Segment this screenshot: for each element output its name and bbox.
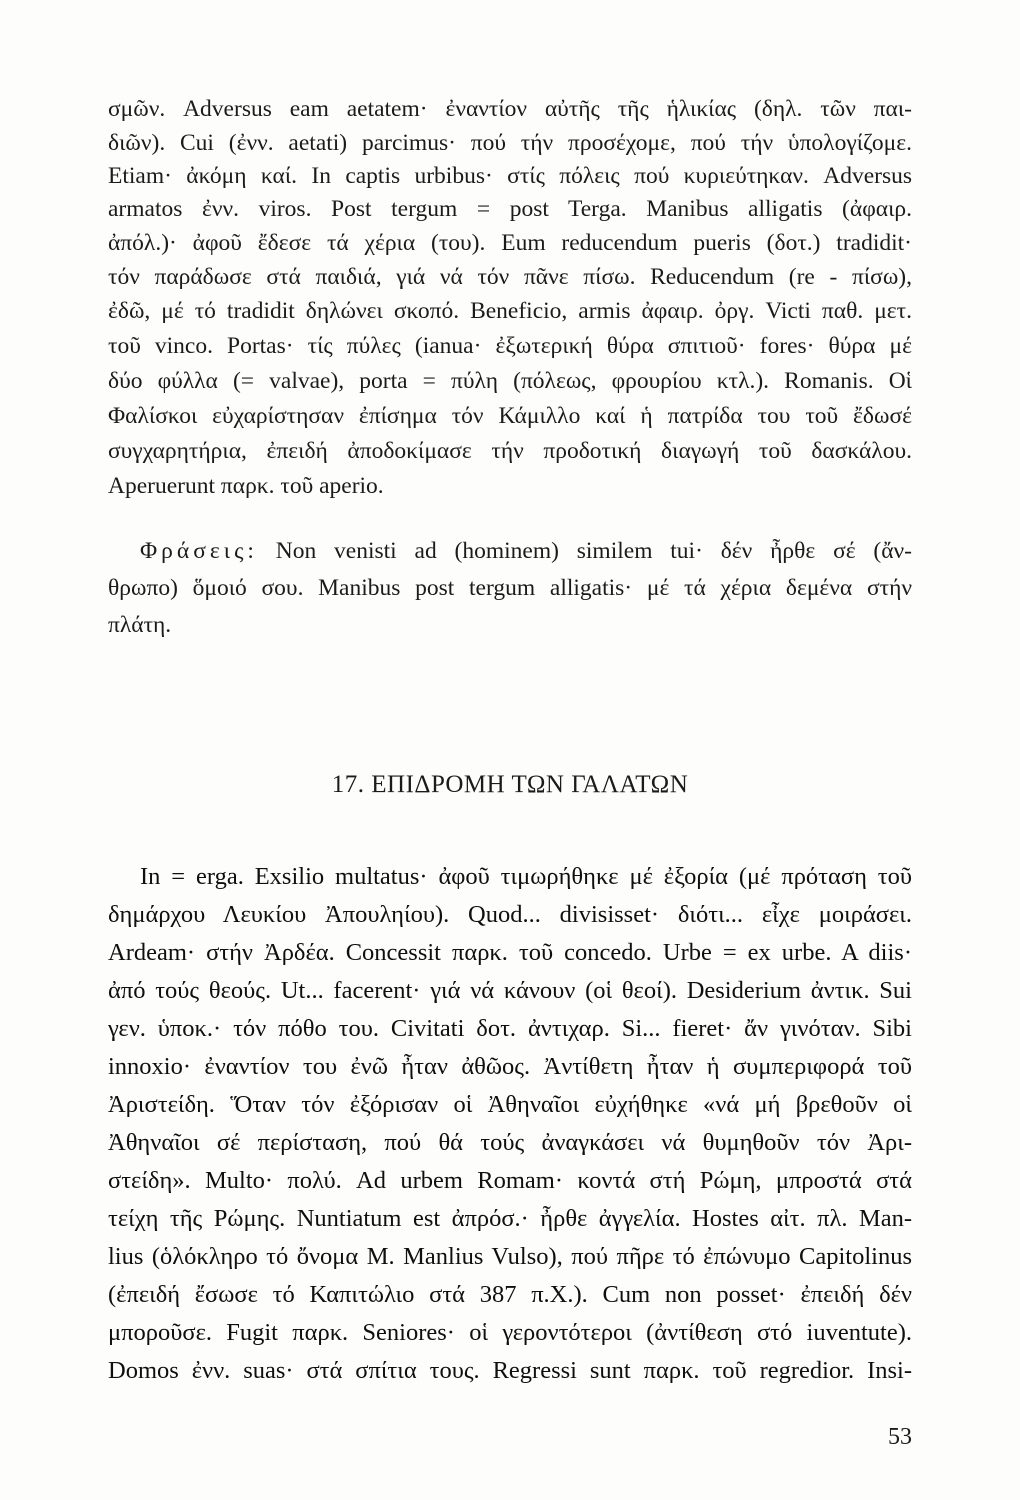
section-line: δημάρχου Λευκίου Ἀπουληίου). Quod... divisisset· διότι... εἶχε μοιράσει.	[108, 901, 912, 928]
phrases-line: θρωπο) ὅμοιό σου. Manibus post tergum alligatis· μέ τά χέρια δεμένα στήν	[108, 575, 912, 601]
section-line: Ἀθηναῖοι σέ περίσταση, πού θά τούς ἀναγκάσει νά θυμηθοῦν τόν Ἀρι-	[108, 1129, 912, 1156]
phrases-first-line	[140, 537, 912, 566]
phrases-line: πλάτη.	[108, 612, 172, 638]
section-line: (ἐπειδή ἔσωσε τό Καπιτώλιο στά 387 π.Χ.). Cum non posset· ἐπειδή δέν	[108, 1281, 912, 1308]
phrases-label: Φράσεις:	[140, 538, 258, 564]
paragraph-1-line: armatos ἐνν. viros. Post tergum = post Terga. Manibus alligatis (ἀφαιρ.	[108, 196, 912, 222]
paragraph-1-line: δύο φύλλα (= valvae), porta = πύλη (πόλεως, φρουρίου κτλ.). Romanis. Οἱ	[108, 368, 912, 394]
paragraph-1-line: τόν παράδωσε στά παιδιά, γιά νά τόν πᾶνε πίσω. Reducendum (re - πίσω),	[108, 264, 912, 290]
paragraph-1-line: ἀπόλ.)· ἀφοῦ ἔδεσε τά χέρια (του). Eum reducendum pueris (δοτ.) tradidit·	[108, 230, 912, 256]
section-line: lius (ὁλόκληρο τό ὄνομα M. Manlius Vulso), πού πῆρε τό ἐπώνυμο Capitolinus	[108, 1243, 912, 1270]
section-line: στείδη». Multo· πολύ. Ad urbem Romam· κοντά στή Ρώμη, μπροστά στά	[108, 1167, 912, 1194]
page-number: 53	[888, 1424, 912, 1450]
section-line: γεν. ὑποκ.· τόν πόθο του. Civitati δοτ. ἀντιχαρ. Si... fieret· ἄν γινόταν. Sibi	[108, 1015, 912, 1042]
paragraph-1-line: ἐδῶ, μέ τό tradidit δηλώνει σκοπό. Beneficio, armis ἀφαιρ. ὀργ. Victi παθ. μετ.	[108, 298, 912, 324]
section-line: Ardeam· στήν Ἀρδέα. Concessit παρκ. τοῦ concedo. Urbe = ex urbe. A diis·	[108, 939, 912, 966]
section-line: μποροῦσε. Fugit παρκ. Seniores· οἱ γεροντότεροι (ἀντίθεση στό iuventute).	[108, 1319, 912, 1346]
paragraph-1-line: Aperuerunt παρκ. τοῦ aperio.	[108, 473, 384, 499]
paragraph-1-line: Etiam· ἀκόμη καί. In captis urbibus· στίς πόλεις πού κυριεύτηκαν. Adversus	[108, 163, 912, 189]
section-line: Ἀριστείδη. Ὅταν τόν ἐξόρισαν οἱ Ἀθηναῖοι εὐχήθηκε «νά μή βρεθοῦν οἱ	[108, 1091, 912, 1118]
section-line: In = erga. Exsilio multatus· ἀφοῦ τιμωρήθηκε μέ ἐξορία (μέ πρόταση τοῦ	[140, 863, 912, 890]
section-heading: 17. ΕΠΙΔΡΟΜΗ ΤΩΝ ΓΑΛΑΤΩΝ	[331, 771, 689, 798]
section-line: ἀπό τούς θεούς. Ut... facerent· γιά νά κάνουν (οἱ θεοί). Desiderium ἀντικ. Sui	[108, 977, 912, 1004]
paragraph-1-line: διῶν). Cui (ἐνν. aetati) parcimus· πού τήν προσέχομε, πού τήν ὑπολογίζομε.	[108, 130, 912, 156]
paragraph-1-line: Φαλίσκοι εὐχαρίστησαν ἐπίσημα τόν Κάμιλλο καί ἡ πατρίδα του τοῦ ἔδωσέ	[108, 403, 912, 429]
phrases-first-line-text: Non venisti ad (hominem) similem tui· δέν ἦρθε σέ (ἄν-	[275, 538, 913, 564]
section-line: innoxio· ἐναντίον του ἐνῶ ἦταν ἀθῶος. Ἀντίθετη ἦταν ἡ συμπεριφορά τοῦ	[108, 1053, 912, 1080]
paragraph-1-line: συγχαρητήρια, ἐπειδή ἀποδοκίμασε τήν προδοτική διαγωγή τοῦ δασκάλου.	[108, 438, 912, 464]
paragraph-1-line: σμῶν. Adversus eam aetatem· ἐναντίον αὐτῆς τῆς ἡλικίας (δηλ. τῶν παι-	[108, 96, 912, 122]
paragraph-1-line: τοῦ vinco. Portas· τίς πύλες (ianua· ἐξωτερική θύρα σπιτιοῦ· fores· θύρα μέ	[108, 333, 912, 359]
section-line: Domos ἐνν. suas· στά σπίτια τους. Regressi sunt παρκ. τοῦ regredior. Insi-	[108, 1357, 912, 1384]
section-line: τείχη τῆς Ρώμης. Nuntiatum est ἀπρόσ.· ἦρθε ἀγγελία. Hostes αἰτ. πλ. Man-	[108, 1205, 912, 1232]
